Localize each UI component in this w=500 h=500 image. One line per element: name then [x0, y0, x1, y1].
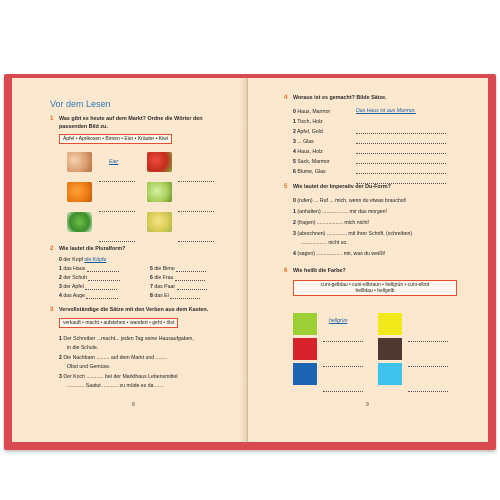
herbs-photo: [67, 212, 92, 232]
plural-word: die Birne: [154, 266, 175, 272]
plural-word: der Kopf: [63, 257, 83, 263]
exercise-6-word-box: [293, 280, 457, 296]
pears-photo: [147, 212, 172, 232]
color-swatch-lightblue: [378, 363, 402, 385]
exercise-5-number: 5: [284, 184, 288, 190]
exercise-4-example: Das Haus ist aus Marmor.: [356, 108, 416, 114]
exercise-1-number: 1: [50, 116, 54, 122]
sentence-line: Der Schreiber ...macht... jeden Tag seine Hausaufgaben,: [63, 336, 194, 342]
eggs-photo: [67, 152, 92, 172]
color-swatch-brown: [378, 338, 402, 360]
answer-line[interactable]: [408, 337, 448, 342]
item-number: 0: [293, 109, 296, 115]
answer-line[interactable]: [408, 362, 448, 367]
plural-word: das Ei: [154, 293, 169, 299]
plural-item-number: 8: [150, 293, 153, 299]
item-number: 2: [293, 129, 296, 135]
kiwi-photo: [147, 182, 172, 202]
item-number: 1: [293, 119, 296, 125]
answer-line[interactable]: [177, 285, 207, 290]
item-number: 5: [293, 159, 296, 165]
page-number: 9: [366, 402, 369, 408]
imperative-line: .................. nicht so.: [301, 240, 348, 246]
answer-line[interactable]: [408, 387, 448, 392]
item-number: 3: [293, 139, 296, 145]
plural-item-number: 3: [59, 284, 62, 290]
answer-line[interactable]: [170, 294, 200, 299]
answer-line[interactable]: [178, 177, 214, 182]
material-words: Sack, Marmor: [297, 159, 330, 165]
exercise-6-example: hellgrün: [329, 318, 348, 324]
material-words: Haus, Holz: [297, 149, 323, 155]
exercise-4-number: 4: [284, 95, 288, 101]
answer-line[interactable]: [323, 337, 363, 342]
imperative-line: (anhalten) .................. mir das morgen!: [297, 209, 388, 215]
exercise-2-question: Wie lautet die Pluralform?: [59, 246, 126, 252]
color-swatch-blue: [293, 363, 317, 385]
plural-word: das Paar: [154, 284, 176, 290]
apricots-photo: [67, 182, 92, 202]
exercise-6-question: Wie heißt die Farbe?: [293, 268, 346, 274]
answer-line[interactable]: [99, 177, 135, 182]
material-words: ... Glas: [297, 139, 314, 145]
color-swatch-yellow: [378, 313, 402, 335]
plural-word: das Auge: [63, 293, 85, 299]
color-swatch-red: [293, 338, 317, 360]
answer-line[interactable]: [86, 294, 118, 299]
exercise-3-number: 3: [50, 307, 54, 313]
left-page: Vor dem Lesen 1 Was gibt es heute auf dem Markt? Ordne die Wörter den passenden Bild zu. Äpfel • Aprikosen • Birnen • Eier • Kräuter • Kiwi Eier 2 Wie lautet die Pluralform? 0 der Kopf die Köpfe 1 das Haus 2 der Schuh 3 der Apfel 4 das Auge 5 die Birne 6 die Frau 7 das Paar 8 das Ei 3 Vervollständige die Sätze mit den Verben aus dem Kasten. verkauft • macht • aufstehen • wandert • geht • ölst 1 Der Schreiber ...macht... jeden Tag seine Hausaufgaben, in die Schule. 2 Die Nachbarn ......... auf dem Markt und ........ Obst und Gemüse. 3 Der Koch ............ bei der Markthaus Lebensmittel ............ Saatut ........... zu müde es da ...... 8: [12, 78, 248, 442]
answer-line[interactable]: [323, 362, 363, 367]
imperative-line: (sagen) .................. mir, was du weißt!: [297, 251, 386, 257]
answer-line[interactable]: [88, 276, 120, 281]
answer-line[interactable]: [178, 207, 214, 212]
sentence-line: Der Koch ............ bei der Markthaus Lebensmittel: [63, 374, 178, 380]
imperative-line: (rufen) ... Ruf ... mich, wenn du etwas brauchst!: [297, 198, 407, 204]
section-title: Vor dem Lesen: [50, 99, 111, 109]
sentence-line: in die Schule.: [67, 345, 99, 351]
answer-line[interactable]: [323, 387, 363, 392]
answer-line[interactable]: [99, 207, 135, 212]
item-number: 6: [293, 169, 296, 175]
answer-line[interactable]: [178, 237, 214, 242]
answer-line[interactable]: [176, 267, 206, 272]
material-words: Tisch, Holz: [297, 119, 323, 125]
exercise-1-word-box: Äpfel • Aprikosen • Birnen • Eier • Kräuter • Kiwi: [59, 134, 172, 144]
exercise-5-question: Wie lautet der Imperativ der Du-Form?: [293, 184, 391, 190]
plural-item-number: 1: [59, 266, 62, 272]
plural-item-number: 6: [150, 275, 153, 281]
exercise-1-example: Eier: [109, 159, 119, 165]
apples-photo: [147, 152, 172, 172]
exercise-1-question: Was gibt es heute auf dem Markt? Ordne die Wörter den: [59, 116, 203, 122]
color-words-line-1: cuni-gelblau • cuni-ellbraun • hellgrün • cuni-ellrot: [320, 282, 430, 288]
exercise-3-question: Vervollständige die Sätze mit den Verben aus dem Kasten.: [59, 307, 209, 313]
plural-item-number: 0: [59, 257, 62, 263]
plural-word: das Haus: [63, 266, 86, 272]
exercise-1-question-2: passenden Bild zu.: [59, 124, 108, 130]
answer-line[interactable]: [87, 267, 119, 272]
imperative-line: (abrechnen) .............. mit ihrer Schrift. (schreiben): [297, 231, 413, 237]
plural-example: die Köpfe: [84, 257, 107, 263]
right-page: 4 Woraus ist es gemacht? Bilde Sätze. 0 Haus, Marmor Das Haus ist aus Marmor. 1 Tisch, Holz 2 Apfel, Gold 3 ... Glas 4 Haus, Holz 5 Sack, Marmor 6 Blume, Glas 5 Wie lautet der Imperativ der Du-Form? 0 (rufen) ... Ruf ... mich, wenn du etwas brauchst! 1 (anhalten) .................. mir das morgen! 2 (fragen) .................. mich nicht! 3 (abrechnen) .............. mit ihrer Schrift. (schreiben) .................. nicht so. 4 (sagen) .................. mir, was du weißt! 6 Wie heißt die Farbe? cuni-gelblau • cuni-ellbraun • hellgrün • cuni-ellrot hellblau • hellgelb hellgrün 9: [248, 78, 488, 442]
answer-line[interactable]: [85, 285, 117, 290]
answer-line[interactable]: [175, 276, 205, 281]
exercise-3-word-box: verkauft • macht • aufstehen • wandert • geht • ölst: [59, 318, 178, 328]
exercise-4-question: Woraus ist es gemacht? Bilde Sätze.: [293, 95, 387, 101]
plural-word: der Apfel: [63, 284, 84, 290]
exercise-2-number: 2: [50, 246, 54, 252]
imperative-line: (fragen) .................. mich nicht!: [297, 220, 370, 226]
color-swatch-green: [293, 313, 317, 335]
exercise-6-number: 6: [284, 268, 288, 274]
sentence-line: Die Nachbarn ......... auf dem Markt und ........: [63, 355, 168, 361]
plural-item-number: 4: [59, 293, 62, 299]
item-number: 4: [293, 149, 296, 155]
sentence-line: ............ Saatut ........... zu müde es da ......: [67, 383, 164, 389]
material-words: Apfel, Gold: [297, 129, 323, 135]
plural-word: die Frau: [154, 275, 174, 281]
plural-item-number: 2: [59, 275, 62, 281]
material-words: Haus, Marmor: [297, 109, 331, 115]
material-words: Blume, Glas: [297, 169, 326, 175]
page-number: 8: [132, 402, 135, 408]
answer-line[interactable]: [99, 237, 135, 242]
sentence-line: Obst und Gemüse.: [67, 364, 111, 370]
color-words-line-2: hellblau • hellgelb: [355, 288, 395, 294]
plural-item-number: 7: [150, 284, 153, 290]
plural-item-number: 5: [150, 266, 153, 272]
plural-word: der Schuh: [63, 275, 87, 281]
